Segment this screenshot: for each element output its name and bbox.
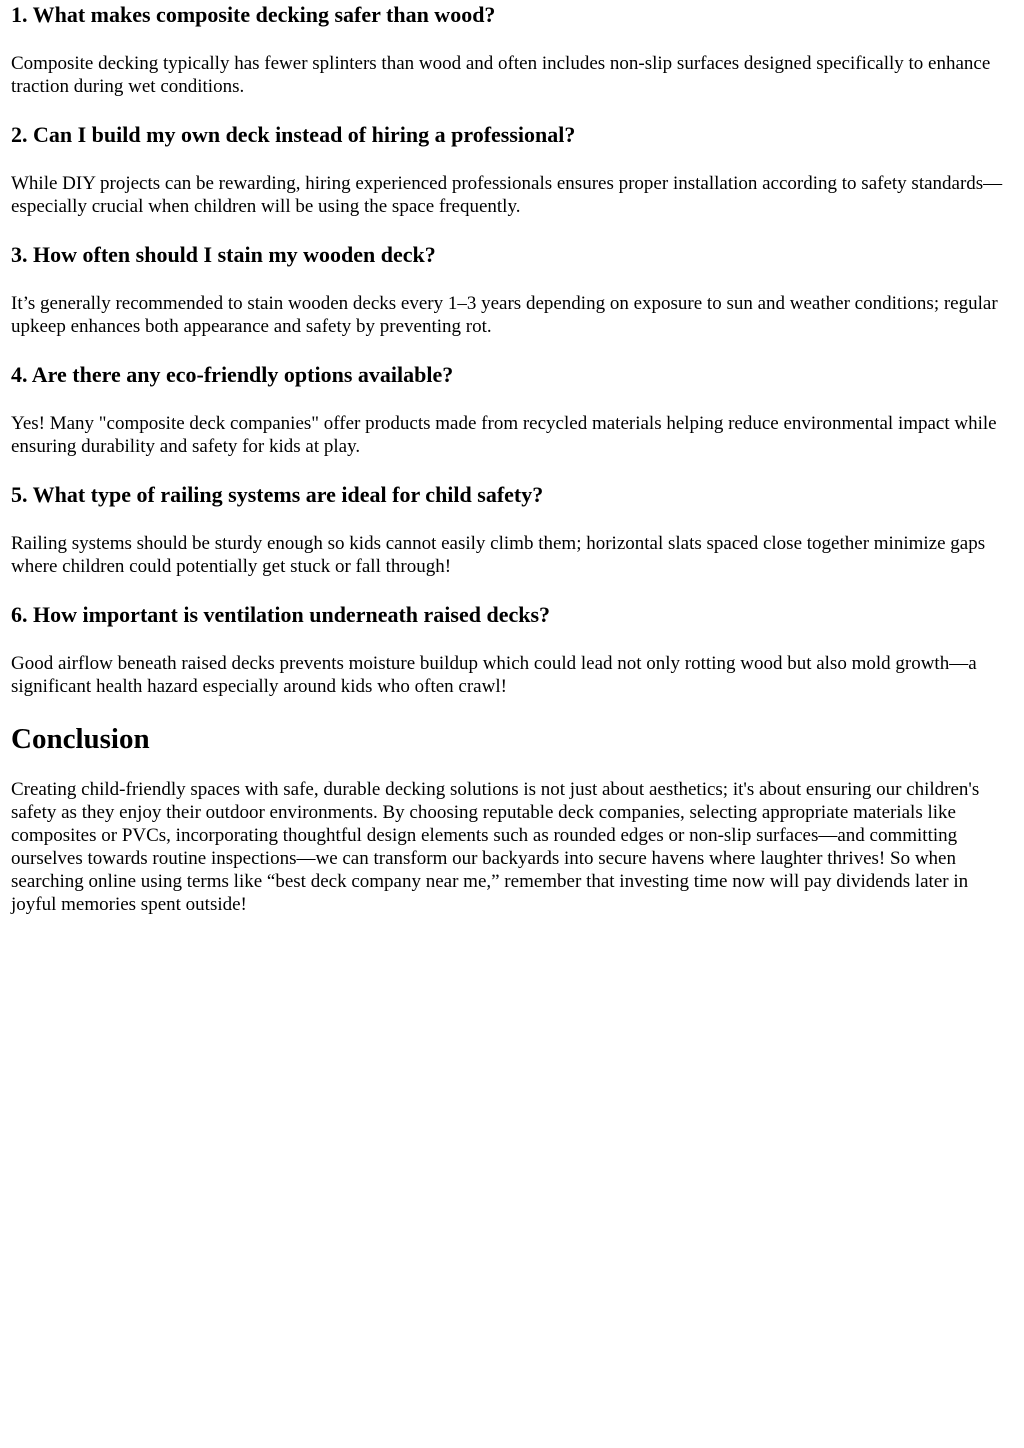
- faq-answer-2: While DIY projects can be rewarding, hiring experienced professionals ensures proper installation according to safety standards—especially crucial when children will be using the space frequently.: [11, 173, 1003, 217]
- faq-answer-4: Yes! Many "composite deck companies" offer products made from recycled materials helping reduce environmental impact while ensuring durability and safety for kids at play.: [11, 413, 997, 457]
- faq-answer-5: Railing systems should be sturdy enough so kids cannot easily climb them; horizontal slats spaced close together minimize gaps where children could potentially get stuck or fall through!: [11, 533, 986, 577]
- faq-question-5: 5. What type of railing systems are ideal for child safety?: [11, 482, 544, 507]
- faq-question-1: 1. What makes composite decking safer than wood?: [11, 2, 496, 27]
- faq-question-2: 2. Can I build my own deck instead of hiring a professional?: [11, 122, 576, 147]
- conclusion-paragraph: Creating child-friendly spaces with safe, durable decking solutions is not just about aesthetics; it's about ensuring our children's safety as they enjoy their outdoor environments. By choosing reputable deck companies, selecting appropriate materials like composites or PVCs, incorporating thoughtful design elements such as rounded edges or non-slip surfaces—and committing ourselves towards routine inspections—we can transform our backyards into secure havens where laughter thrives! So when searching online using terms like “best deck company near me,” remember that investing time now will pay dividends later in joyful memories spent outside!: [11, 779, 980, 915]
- faq-answer-1: Composite decking typically has fewer splinters than wood and often includes non-slip surfaces designed specifically to enhance traction during wet conditions.: [11, 53, 991, 97]
- faq-answer-3: It’s generally recommended to stain wooden decks every 1–3 years depending on exposure to sun and weather conditions; regular upkeep enhances both appearance and safety by preventing rot.: [11, 293, 998, 337]
- conclusion-heading: Conclusion: [11, 723, 150, 755]
- faq-answer-6: Good airflow beneath raised decks prevents moisture buildup which could lead not only rotting wood but also mold growth—a significant health hazard especially around kids who often crawl!: [11, 653, 977, 697]
- faq-question-3: 3. How often should I stain my wooden deck?: [11, 242, 436, 267]
- article: [0, 2, 1024, 916]
- faq-question-6: 6. How important is ventilation underneath raised decks?: [11, 602, 551, 627]
- faq-question-4: 4. Are there any eco-friendly options available?: [11, 362, 454, 387]
